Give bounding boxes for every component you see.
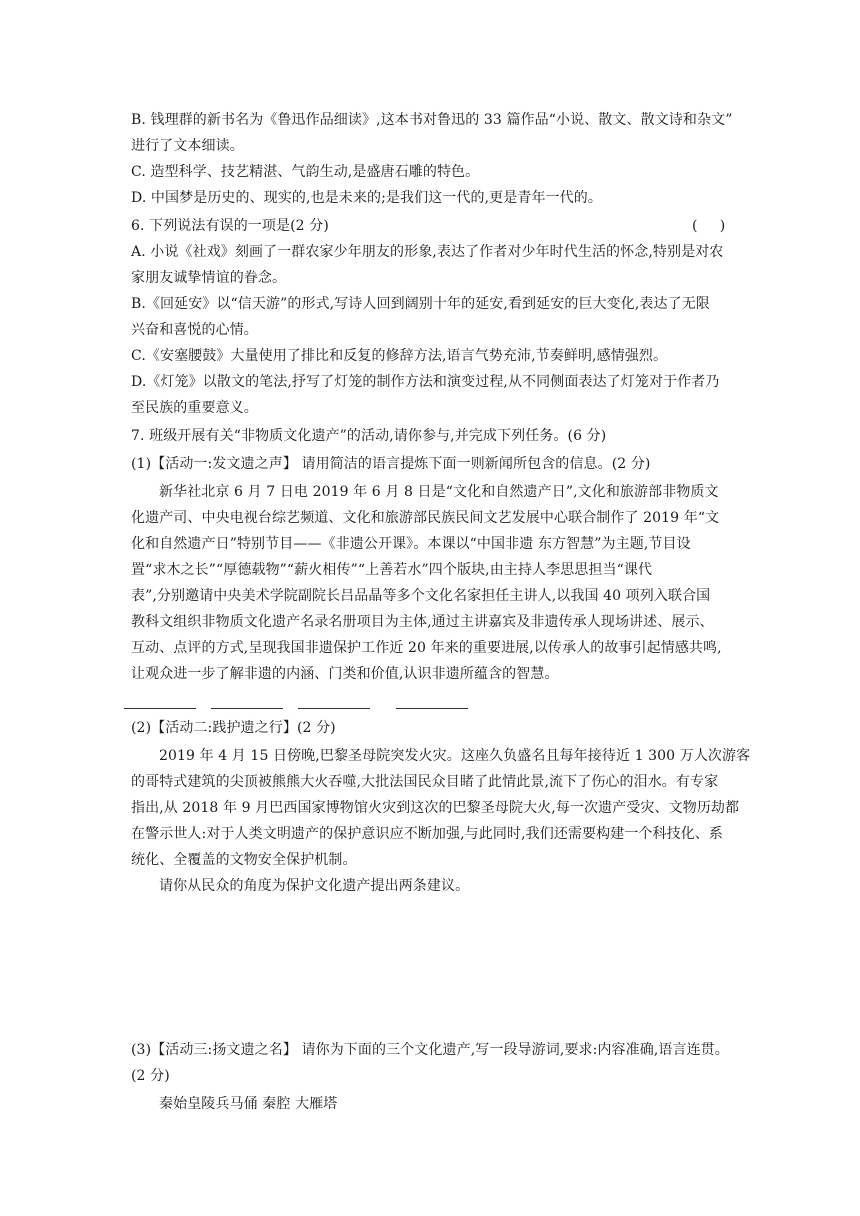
q6-answer-blank: ( )	[692, 218, 726, 234]
q5-option-d: D. 中国梦是历史的、现实的,也是未来的;是我们这一代的,更是青年一代的。	[131, 190, 602, 206]
q5-option-b-line2: 进行了文本细读。	[131, 138, 244, 154]
q6-option-b-line2: 兴奋和喜悦的心情。	[131, 322, 258, 338]
q6-option-a-line1: A. 小说《社戏》刻画了一群农家少年朋友的形象,表达了作者对少年时代生活的怀念,特别是对农	[131, 244, 724, 260]
news-paragraph-line4: 置“求木之长”“厚德载物”“薪火相传”“上善若水”四个版块,由主持人李思思担当“课代	[131, 562, 653, 578]
heritage-items: 秦始皇陵兵马俑 秦腔 大雁塔	[159, 1096, 338, 1112]
news-paragraph-line7: 互动、点评的方式,呈现我国非遗保护工作近 20 年来的重要进展,以传承人的故事引起情感共鸣,	[131, 640, 722, 656]
q6-stem: 6. 下列说法有误的一项是(2 分)	[131, 218, 329, 234]
answer-blank-1[interactable]	[124, 708, 196, 709]
q7-stem: 7. 班级开展有关“非物质文化遗产”的活动,请你参与,并完成下列任务。(6 分)	[131, 428, 607, 444]
q6-option-a-line2: 家朋友诚挚情谊的眷念。	[131, 270, 287, 286]
news-paragraph-line2: 化遗产司、中央电视台综艺频道、文化和旅游部民族民间文艺发展中心联合制作了 2019 年“文	[131, 510, 720, 526]
notre-dame-paragraph-line4: 在警示世人:对于人类文明遗产的保护意识应不断加强,与此同时,我们还需要构建一个科技化、系	[131, 826, 724, 842]
notre-dame-paragraph-line3: 指出,从 2018 年 9 月巴西国家博物馆火灾到这次的巴黎圣母院大火,每一次遗产受灾、文物历劫都	[131, 800, 740, 816]
q6-option-d-line2: 至民族的重要意义。	[131, 400, 258, 416]
news-paragraph-line8: 让观众进一步了解非遗的内涵、门类和价值,认识非遗所蕴含的智慧。	[131, 666, 559, 682]
news-paragraph-line3: 化和自然遗产日”特别节目——《非遗公开课》。本课以“中国非遗 东方智慧”为主题,节目设	[131, 536, 691, 552]
news-paragraph-line5: 表”,分别邀请中央美术学院副院长吕品晶等多个文化名家担任主讲人,以我国 40 项列入联合国	[131, 588, 711, 604]
notre-dame-paragraph-line2: 的哥特式建筑的尖顶被熊熊大火吞噬,大批法国民众目睹了此情此景,流下了伤心的泪水。有专家	[131, 774, 719, 790]
q6-option-b-line1: B.《回延安》以“信天游”的形式,写诗人回到阔别十年的延安,看到延安的巨大变化,表达了无限	[131, 296, 710, 312]
answer-blank-3[interactable]	[298, 708, 370, 709]
news-paragraph-line6: 教科文组织非物质文化遗产名录名册项目为主体,通过主讲嘉宾及非遗传承人现场讲述、展示、	[131, 614, 714, 630]
q6-option-d-line1: D.《灯笼》以散文的笔法,抒写了灯笼的制作方法和演变过程,从不同侧面表达了灯笼对于作者乃	[131, 374, 720, 390]
notre-dame-paragraph-line5: 统化、全覆盖的文物安全保护机制。	[131, 852, 357, 868]
q6-option-c: C.《安塞腰鼓》大量使用了排比和反复的修辞方法,语言气势充沛,节奏鲜明,感情强烈。	[131, 348, 668, 364]
q7-activity3-title-line2: (2 分)	[131, 1068, 170, 1084]
notre-dame-paragraph-line1: 2019 年 4 月 15 日傍晚,巴黎圣母院突发火灾。这座久负盛名且每年接待近 1 300 万人次游客	[159, 748, 751, 764]
answer-blank-2[interactable]	[211, 708, 283, 709]
q5-option-b-line1: B. 钱理群的新书名为《鲁迅作品细读》,这本书对鲁迅的 33 篇作品“小说、散文、散文诗和杂文”	[131, 112, 733, 128]
answer-blank-4[interactable]	[396, 708, 468, 709]
news-paragraph-line1: 新华社北京 6 月 7 日电 2019 年 6 月 8 日是“文化和自然遗产日”,文化和旅游部非物质文	[159, 484, 719, 500]
q7-activity1-title: (1)【活动一:发文遗之声】 请用简洁的语言提炼下面一则新闻所包含的信息。(2 分)	[131, 456, 651, 472]
q7-activity2-prompt: 请你从民众的角度为保护文化遗产提出两条建议。	[159, 878, 470, 894]
q7-activity3-title-line1: (3)【活动三:扬文遗之名】 请你为下面的三个文化遗产,写一段导游词,要求:内容准确,语言连贯。	[131, 1042, 729, 1058]
q7-activity2-title: (2)【活动二:践护遗之行】(2 分)	[131, 720, 336, 736]
q5-option-c: C. 造型科学、技艺精湛、气韵生动,是盛唐石雕的特色。	[131, 164, 480, 180]
